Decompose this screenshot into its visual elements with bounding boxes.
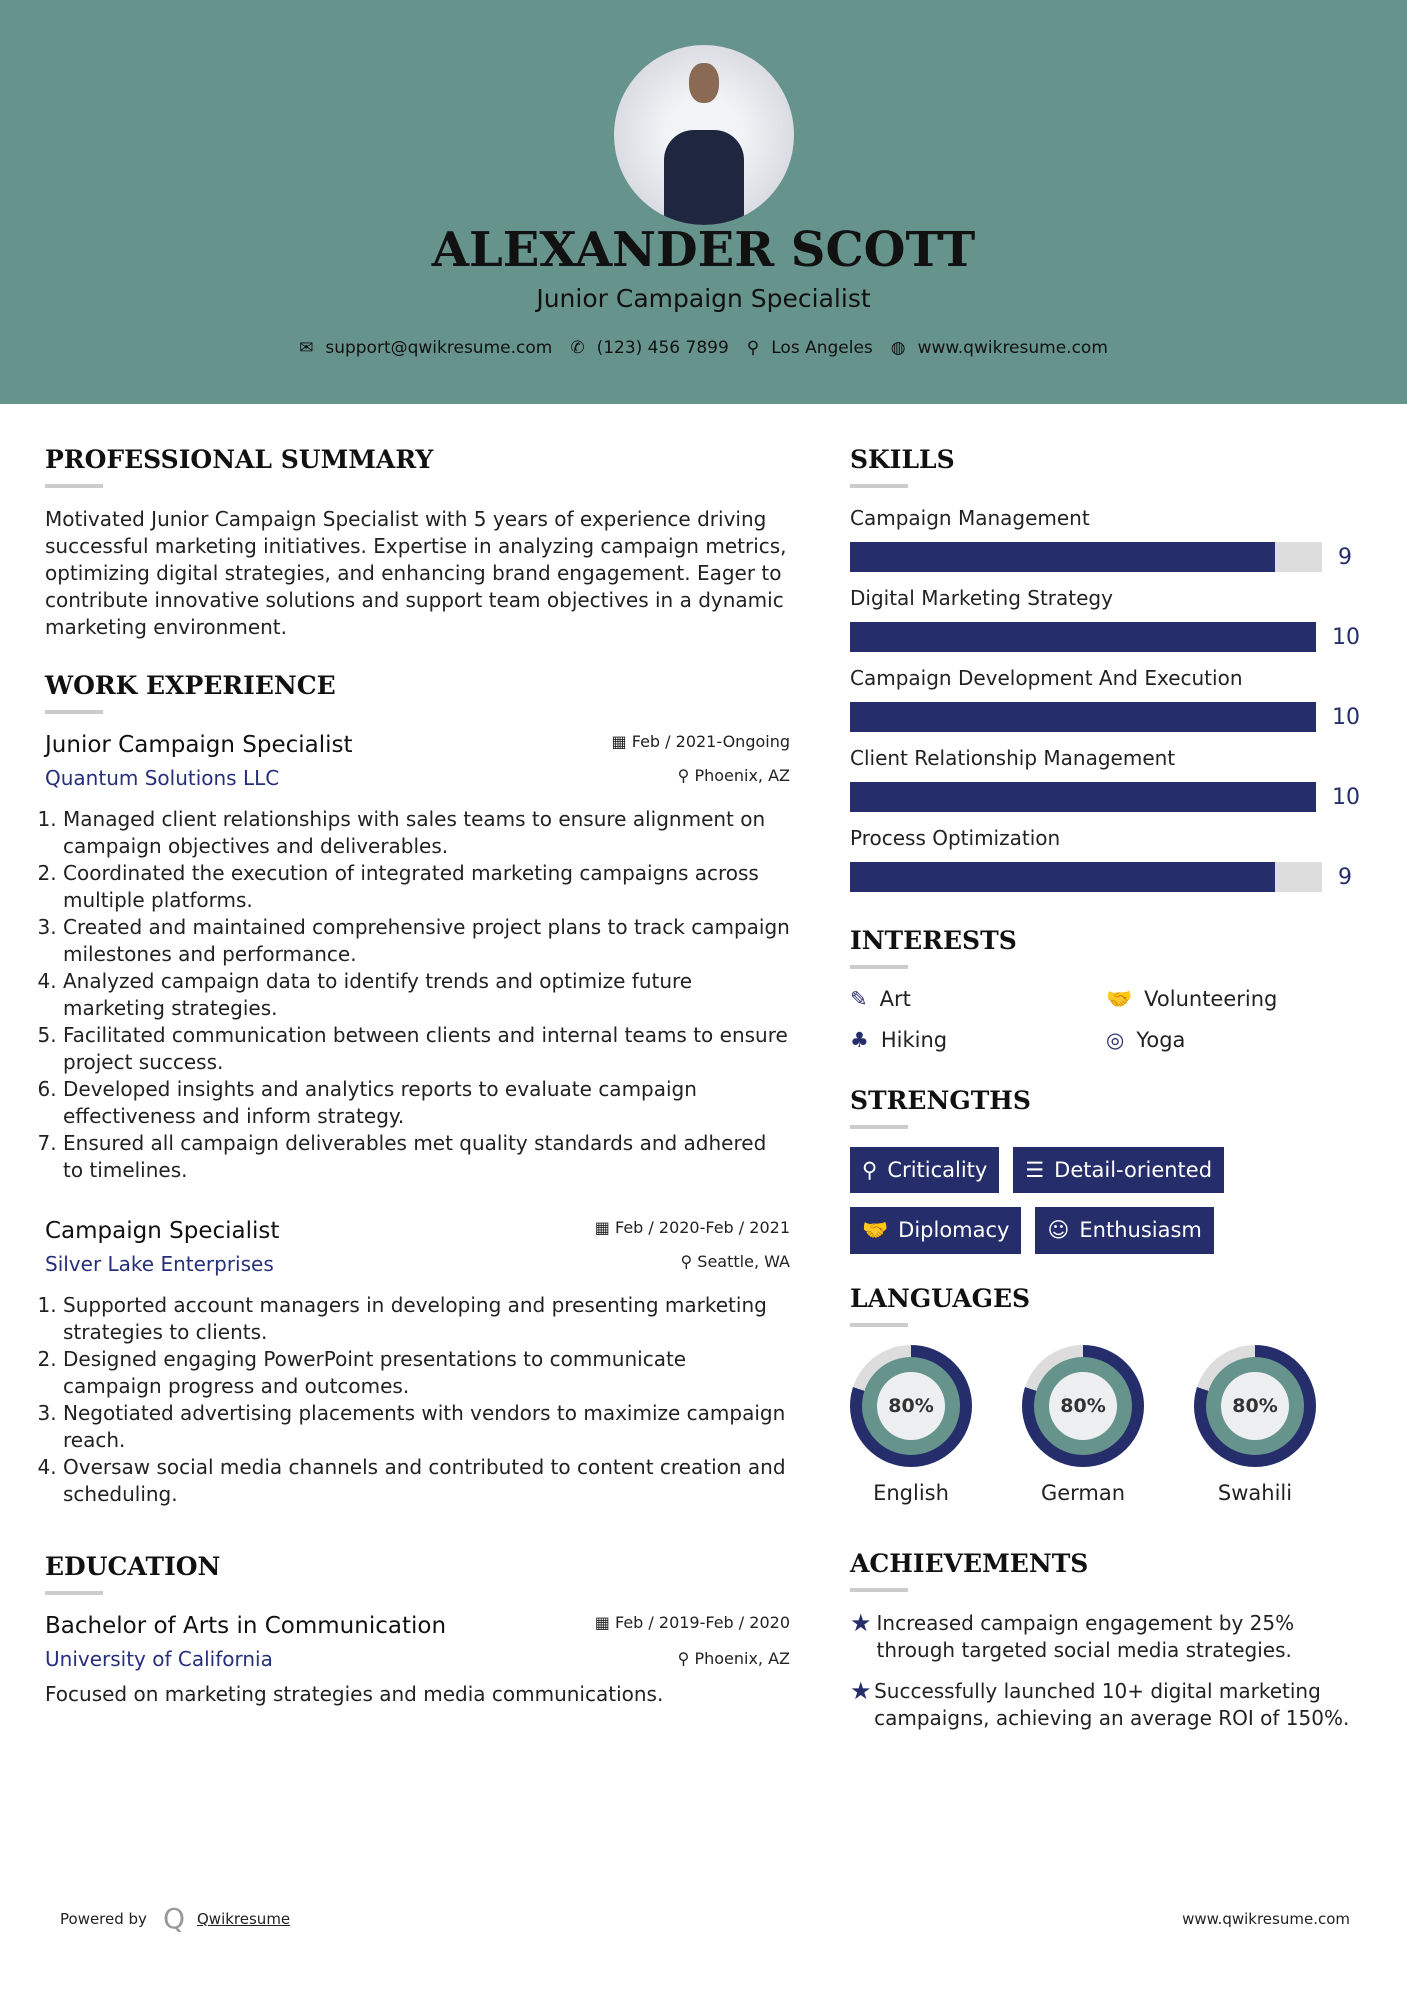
tree-icon: ♣ <box>850 1028 869 1052</box>
handshake-icon: 🤝 <box>862 1218 889 1242</box>
degree: Bachelor of Arts in Communication <box>45 1613 447 1639</box>
skill-value: 9 <box>1338 864 1352 890</box>
experience-heading: WORK EXPERIENCE <box>45 671 336 700</box>
achievement-item: ★ Increased campaign engagement by 25% through targeted social media strategies. <box>850 1609 1295 1662</box>
bullet: 4. Oversaw social media channels and contributed to content creation and scheduling. <box>63 1454 790 1508</box>
bullet: 6. Developed insights and analytics reports to evaluate campaign effectiveness and inform strategy. <box>63 1076 790 1130</box>
language-item <box>1194 1345 1316 1505</box>
calendar-icon: ▦ <box>594 1218 615 1237</box>
school: University of California <box>45 1647 273 1671</box>
skill-item <box>850 826 1360 892</box>
education-location: ⚲ Phoenix, AZ <box>677 1649 790 1668</box>
interest-item: ✎ Art <box>850 987 911 1011</box>
skill-bar-fill <box>850 542 1275 572</box>
company: Silver Lake Enterprises <box>45 1252 274 1276</box>
divider <box>850 1323 908 1327</box>
strength-tag: ⚲ Criticality <box>850 1147 999 1193</box>
interest-item: 🤝 Volunteering <box>1106 987 1278 1011</box>
lifering-icon: ◎ <box>1106 1028 1125 1052</box>
right-column <box>850 445 1360 1746</box>
footer <box>60 1902 1350 1935</box>
job-bullets <box>45 1292 790 1508</box>
globe-icon: ◍ <box>890 338 906 358</box>
pin-icon: ⚲ <box>677 1649 695 1668</box>
language-percent: 80% <box>1049 1372 1117 1440</box>
language-name: Swahili <box>1217 1481 1293 1505</box>
divider <box>850 484 908 488</box>
skill-bar <box>850 702 1316 732</box>
profile-photo <box>614 45 794 225</box>
strength-tag: ☰ Detail-oriented <box>1013 1147 1224 1193</box>
bullet: 7. Ensured all campaign deliverables met quality standards and adhered to timelines. <box>63 1130 790 1184</box>
brand-link[interactable]: Qwikresume <box>197 1909 291 1928</box>
bullet: 1. Managed client relationships with sales teams to ensure alignment on campaign objectives and deliverables. <box>63 806 790 860</box>
bullet: 1. Supported account managers in developing and presenting marketing strategies to clients. <box>63 1292 790 1346</box>
star-icon: ★ <box>850 1609 872 1637</box>
education-entry <box>45 1613 790 1708</box>
divider <box>45 710 103 714</box>
skill-item <box>850 746 1360 812</box>
search-icon: ⚲ <box>862 1158 878 1182</box>
skill-item <box>850 666 1360 732</box>
bullet: 2. Coordinated the execution of integrated marketing campaigns across multiple platforms. <box>63 860 790 914</box>
skill-value: 10 <box>1332 704 1360 730</box>
email[interactable]: support@qwikresume.com <box>325 338 553 358</box>
envelope-icon: ✉ <box>299 338 314 358</box>
skill-value: 10 <box>1332 784 1360 810</box>
bullet: 3. Negotiated advertising placements with vendors to maximize campaign reach. <box>63 1400 790 1454</box>
pin-icon: ⚲ <box>677 766 695 785</box>
skill-bar-fill <box>850 782 1316 812</box>
interests-heading: INTERESTS <box>850 926 1017 955</box>
pin-icon: ⚲ <box>680 1252 698 1271</box>
powered-by: Powered by <box>60 1909 147 1928</box>
skill-value: 9 <box>1338 544 1352 570</box>
brush-icon: ✎ <box>850 987 868 1011</box>
phone-icon: ✆ <box>570 338 585 358</box>
smile-icon: ☺ <box>1047 1218 1070 1242</box>
candidate-title: Junior Campaign Specialist <box>536 284 871 313</box>
handshake-icon: 🤝 <box>1106 987 1133 1011</box>
job-dates: ▦ Feb / 2020-Feb / 2021 <box>594 1218 790 1237</box>
skill-label: Campaign Management <box>850 506 1090 530</box>
job-dates: ▦ Feb / 2021-Ongoing <box>611 732 790 751</box>
job-entry <box>45 1218 790 1508</box>
interest-item: ◎ Yoga <box>1106 1028 1186 1052</box>
footer-url[interactable]: www.qwikresume.com <box>1182 1909 1350 1928</box>
strengths-heading: STRENGTHS <box>850 1086 1031 1115</box>
bullet: 2. Designed engaging PowerPoint presentations to communicate campaign progress and outcomes. <box>63 1346 790 1400</box>
skill-item <box>850 586 1360 652</box>
qwikresume-logo-icon: Q <box>162 1902 185 1935</box>
education-heading: EDUCATION <box>45 1552 221 1581</box>
skill-bar-fill <box>850 862 1275 892</box>
bullet: 3. Created and maintained comprehensive project plans to track campaign milestones and performance. <box>63 914 790 968</box>
summary-text: Motivated Junior Campaign Specialist with 5 years of experience driving successful marketing initiatives. Expertise in analyzing campaign metrics, optimizing digital strategies, and enhancing brand engagement. Eager to contribute innovative solutions and support team objectives in a dynamic marketing environment. <box>45 507 787 639</box>
skill-label: Digital Marketing Strategy <box>850 586 1113 610</box>
left-column <box>45 445 790 1708</box>
skills-heading: SKILLS <box>850 445 955 474</box>
calendar-icon: ▦ <box>611 732 632 751</box>
job-location: ⚲ Seattle, WA <box>680 1252 790 1271</box>
divider <box>45 1591 103 1595</box>
divider <box>850 965 908 969</box>
calendar-icon: ▦ <box>594 1613 615 1632</box>
job-entry <box>45 732 790 1184</box>
language-ring <box>1194 1345 1316 1467</box>
skill-bar <box>850 782 1316 812</box>
achievement-item: ★ Successfully launched 10+ digital marketing campaigns, achieving an average ROI of 150%. <box>850 1677 1350 1730</box>
company: Quantum Solutions LLC <box>45 766 280 790</box>
skill-label: Process Optimization <box>850 826 1061 850</box>
skill-label: Campaign Development And Execution <box>850 666 1243 690</box>
candidate-name: ALEXANDER SCOTT <box>431 222 976 278</box>
location: Los Angeles <box>771 338 873 358</box>
job-title: Junior Campaign Specialist <box>45 732 353 758</box>
education-dates: ▦ Feb / 2019-Feb / 2020 <box>594 1613 790 1632</box>
divider <box>45 484 103 488</box>
map-pin-icon: ⚲ <box>746 338 760 358</box>
skill-item <box>850 506 1360 572</box>
contact-bar <box>0 338 1407 358</box>
skill-bar-fill <box>850 702 1316 732</box>
language-name: English <box>873 1481 949 1505</box>
interest-item: ♣ Hiking <box>850 1028 948 1052</box>
job-location: ⚲ Phoenix, AZ <box>677 766 790 785</box>
language-percent: 80% <box>1221 1372 1289 1440</box>
education-text: Focused on marketing strategies and media communications. <box>45 1682 664 1706</box>
strength-tag: ☺ Enthusiasm <box>1035 1207 1213 1254</box>
achievements-heading: ACHIEVEMENTS <box>850 1549 1089 1578</box>
skill-label: Client Relationship Management <box>850 746 1176 770</box>
language-ring <box>1022 1345 1144 1467</box>
list-icon: ☰ <box>1025 1158 1045 1182</box>
skill-bar-fill <box>850 622 1316 652</box>
language-name: German <box>1040 1481 1126 1505</box>
website[interactable]: www.qwikresume.com <box>917 338 1108 358</box>
job-title: Campaign Specialist <box>45 1218 280 1244</box>
skill-bar <box>850 542 1322 572</box>
star-icon: ★ <box>850 1677 872 1705</box>
bullet: 4. Analyzed campaign data to identify trends and optimize future marketing strategies. <box>63 968 790 1022</box>
divider <box>850 1125 908 1129</box>
language-percent: 80% <box>877 1372 945 1440</box>
job-bullets <box>45 806 790 1184</box>
skill-value: 10 <box>1332 624 1360 650</box>
divider <box>850 1588 908 1592</box>
summary-heading: PROFESSIONAL SUMMARY <box>45 445 434 474</box>
skill-bar <box>850 862 1322 892</box>
strength-tag: 🤝 Diplomacy <box>850 1207 1021 1254</box>
bullet: 5. Facilitated communication between clients and internal teams to ensure project success. <box>63 1022 790 1076</box>
language-item <box>1022 1345 1144 1505</box>
language-item <box>850 1345 972 1505</box>
phone: (123) 456 7899 <box>596 338 729 358</box>
language-ring <box>850 1345 972 1467</box>
resume-header <box>0 0 1407 404</box>
skill-bar <box>850 622 1316 652</box>
languages-heading: LANGUAGES <box>850 1284 1031 1313</box>
